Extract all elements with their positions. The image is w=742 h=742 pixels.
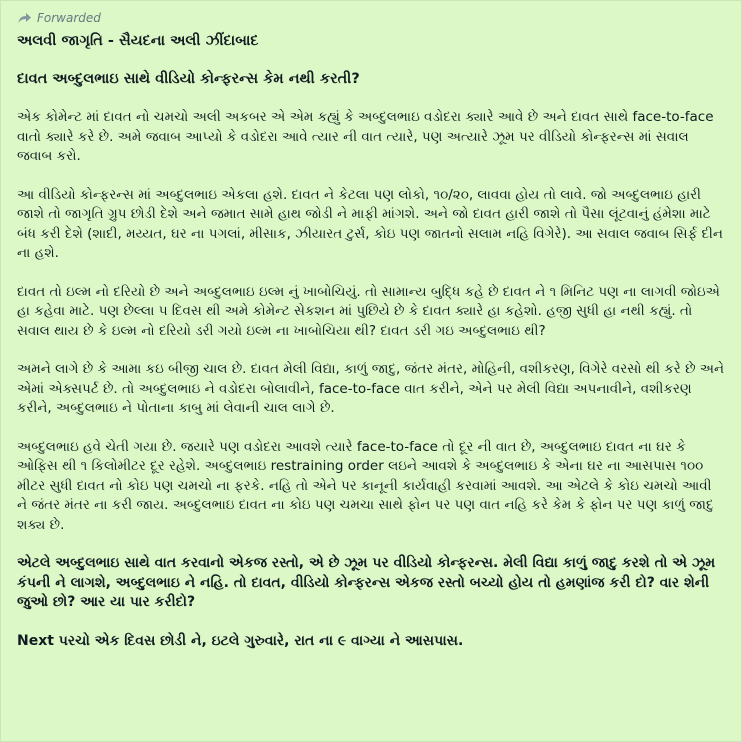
- message-paragraph: અબ્દુલભાઇ હવે ચેતી ગયા છે. જયારે પણ વડોદરા આવશે ત્યારે face-to-face તો દૂર ની વાત છે, અબ્દુલભાઇ દાવત ના ઘર કે ઓફિસ થી ૧ કિલોમીટર દૂર રહેશે. અબ્દુલભાઇ restraining order લઇને આવશે કે અબ્દુલભાઇ કે એના ઘર ના આસપાસ ૧૦૦ મીટર સુધી દાવત નો કોઇ પણ ચમચો ના ફરકે. નહિ તો એને પર કાનૂની કાર્યવાહી કરવામાં આવશે. આ એટલે કે કોઇ ચમચો આવી ને જંતર મંતર ના કરી જાય. અબ્દુલભાઇ દાવત ના કોઇ પણ ચમચા સાથે ફોન પર પણ વાત નહિ કરે કેમ કે ફોન પર પણ કાળું જાદુ શક્ય છે.: [17, 438, 714, 533]
- forwarded-label: Forwarded: [37, 11, 101, 25]
- message-paragraph: અમને લાગે છે કે આમા કઇ બીજી ચાલ છે. દાવત મેલી વિદ્યા, કાળું જાદુ, જંતર મંતર, મોહિની, વશીકરણ, વિગેરે વરસો થી કરે છે અને એમાં એક્સપર્ટ છે. તો અબ્દુલભાઇ ને વડોદરા બોલાવીને, face-to-face વાત કરીને, એને પર મેલી વિદ્યા અપનાવીને, વશીકરણ કરીને, અબ્દુલભાઇ ને પોતાના કાબુ માં લેવાની ચાલ લાગે છે.: [17, 361, 725, 416]
- message-paragraph: આ વીડિયો કોન્ફરન્સ માં અબ્દુલભાઇ એકલા હશે. દાવત ને કેટલા પણ લોકો, ૧૦/૨૦, લાવવા હોય તો લાવે. જો અબ્દુલભાઇ હારી જાશે તો જાગૃતિ ગ્રુપ છોડી દેશે અને જમાત સામે હાથ જોડી ને માફી માંગશે. અને જો દાવત હારી જાશે તો પૈસા લૂંટવાનું હંમેશા માટે બંધ કરી દેશે (શાદી, મય્યત, ઘર ના પગલાં, મીસાક, ઝીયારત ટુર્સ, કોઇ પણ જાતનો સલામ નહિ વિગેરે). આ સવાલ જવાબ સિર્ફ દીન ના હશે.: [17, 186, 723, 261]
- forwarded-indicator: [17, 11, 725, 25]
- message-paragraph: એક કોમેન્ટ માં દાવત નો ચમચો અલી અકબર એ એમ કહ્યું કે અબ્દુલભાઇ વડોદરા ક્યારે આવે છે અને દાવત સાથે face-to-face વાતો ક્યારે કરે છે. અમે જવાબ આપ્યો કે વડોદરા આવે ત્યાર ની વાત ત્યારે, પણ અત્યારે ઝૂમ પર વીડિયો કોન્ફરન્સ માં સવાલ જવાબ કરો.: [17, 109, 714, 164]
- message-heading: દાવત અબ્દુલભાઇ સાથે વીડિયો કોન્ફરન્સ કેમ નથી કરતી?: [17, 71, 360, 87]
- forward-arrow-icon: [17, 12, 33, 24]
- message-bold-paragraph: Next પરચો એક દિવસ છોડી ને, ઇટલે ગુરુવારે, રાત ના ૯ વાગ્યા ને આસપાસ.: [17, 632, 464, 649]
- message-bold-paragraph: એટલે અબ્દુલભાઇ સાથે વાત કરવાનો એકજ રસ્તો, એ છે ઝૂમ પર વીડિયો કોન્ફરન્સ. મેલી વિદ્યા કાળું જાદુ કરશે તો એ ઝૂમ કંપની ને લાગશે, અબ્દુલભાઇ ને નહિ. તો દાવત, વીડિયો કોન્ફરન્સ એકજ રસ્તો બચ્યો હોય તો હમણાંજ કરી દો? વાર શેની જુઓ છો? આર યા પાર કરીદો?: [17, 555, 716, 610]
- message-title: અલવી જાગૃતિ - સૈયદના અલી ઝીંદાબાદ: [17, 33, 259, 49]
- message-paragraph: દાવત તો ઇલ્મ નો દરિયો છે અને અબ્દુલભાઇ ઇલ્મ નું ખાબોચિયું. તો સામાન્ય બુદ્ધિ કહે છે દાવત ને ૧ મિનિટ પણ ના લાગવી જોઇએ હા કહેવા માટે. પણ છેલ્લા ૫ દિવસ થી અમે કોમેન્ટ સેકશન માં પુછિયે છે કે દાવત ક્યારે હા કહેશો. હજી સુધી હા નથી કહ્યું. તો સવાલ થાય છે કે ઇલ્મ નો દરિયો ડરી ગયો ઇલ્મ ના ખાબોચિયા થી? દાવત ડરી ગઇ અબ્દુલભાઇ થી?: [17, 283, 720, 339]
